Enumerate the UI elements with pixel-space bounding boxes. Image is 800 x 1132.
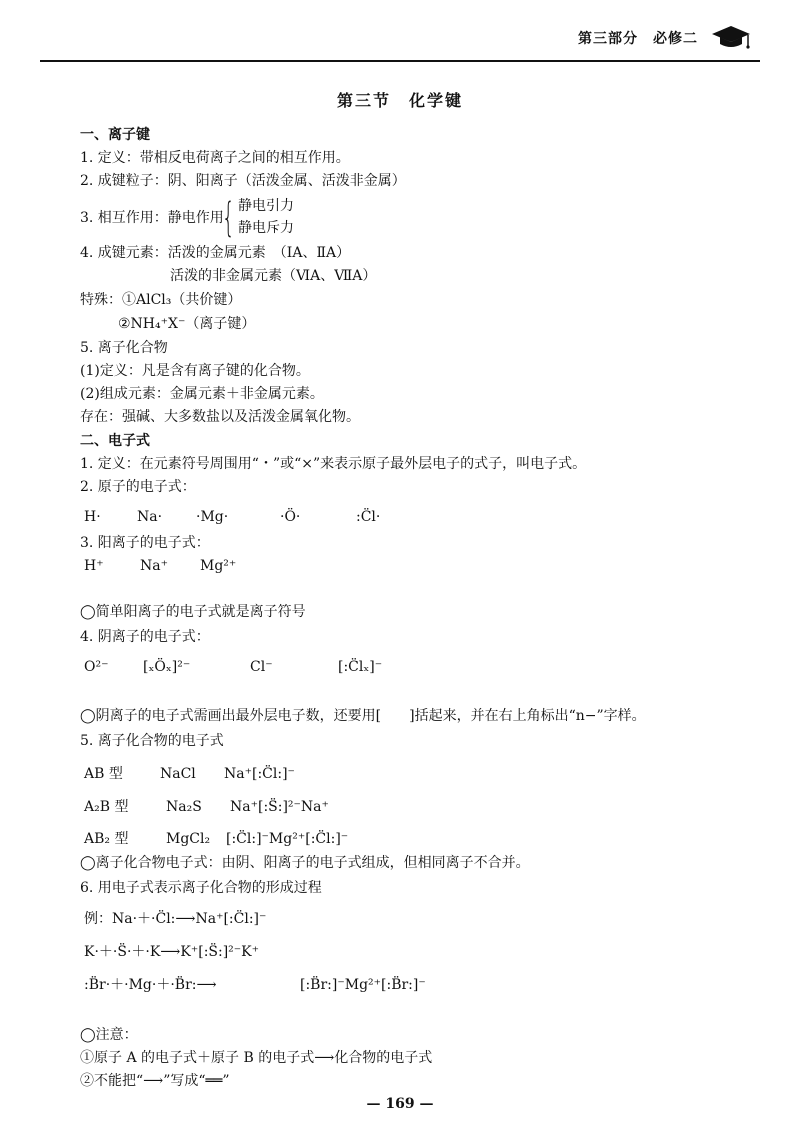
type-ab-formula: NaCl: [160, 766, 196, 782]
section-title: 第三节 化学键: [336, 91, 463, 110]
formation-heading: 6. 用电子式表示离子化合物的形成过程: [80, 880, 322, 896]
ionic-compound-definition: (1)定义：凡是含有离子键的化合物。: [80, 363, 310, 379]
atom-formula-o: ·Ö·: [280, 509, 301, 525]
anion-cl: Cl⁻: [250, 659, 273, 675]
heading-electron-formula: 二、电子式: [80, 433, 150, 449]
cation-formula-heading: 3. 阳离子的电子式：: [80, 535, 210, 551]
caution-heading: ◯注意：: [80, 1027, 138, 1043]
ionic-compound-existence: 存在：强碱、大多数盐以及活泼金属氧化物。: [80, 409, 360, 425]
anion-formula-heading: 4. 阴离子的电子式：: [80, 629, 210, 645]
repulsion-item: 静电斥力: [238, 220, 294, 236]
anion-o: O²⁻: [84, 659, 109, 675]
type-ab2-electron: [:C̈l:]⁻Mg²⁺[:C̈l:]⁻: [226, 831, 349, 847]
definition-line: 1. 定义：带相反电荷离子之间的相互作用。: [80, 150, 350, 166]
brace-items: [238, 195, 294, 239]
atom-formula-h: H·: [84, 509, 101, 525]
formation-nacl: 例：Na·＋·C̈l:⟶Na⁺[:C̈l:]⁻: [84, 911, 267, 927]
type-a2b-electron: Na⁺[:S̈:]²⁻Na⁺: [230, 799, 329, 815]
anion-note: ◯阴离子的电子式需画出最外层电子数，还要用[ ]括起来，并在右上角标出“n−”字样。: [80, 708, 646, 724]
page-header: [40, 18, 760, 58]
bonding-elements-line: 4. 成键元素：活泼的金属元素 （ⅠA、ⅡA）: [80, 245, 351, 261]
heading-ionic-bond: 一、离子键: [80, 127, 150, 143]
cation-na: Na⁺: [140, 558, 168, 574]
bonding-particles-line: 2. 成键粒子：阴、阳离子（活泼金属、活泼非金属）: [80, 173, 406, 189]
type-a2b-formula: Na₂S: [166, 799, 202, 815]
atom-formula-heading: 2. 原子的电子式：: [80, 479, 196, 495]
page-number: — 169 —: [366, 1096, 434, 1112]
type-ab-electron: Na⁺[:C̈l:]⁻: [224, 766, 295, 782]
interaction-label: 3. 相互作用：静电作用: [80, 210, 224, 226]
type-ab2: AB₂ 型: [84, 831, 129, 847]
graduation-cap-icon: [710, 24, 752, 50]
special-case-2: ②NH₄⁺X⁻（离子键）: [118, 316, 256, 332]
type-a2b: A₂B 型: [84, 799, 129, 815]
brace-icon: {: [222, 195, 235, 241]
nonmetal-elements-line: 活泼的非金属元素（ⅥA、ⅦA）: [170, 268, 377, 284]
attraction-item: 静电引力: [238, 198, 294, 214]
cation-h: H⁺: [84, 558, 104, 574]
cation-note: ◯简单阳离子的电子式就是离子符号: [80, 604, 306, 620]
ionic-compound-heading: 5. 离子化合物: [80, 340, 168, 356]
caution-item-2: ②不能把“⟶”写成“══”: [80, 1073, 230, 1089]
anion-o-electron: [ₓÖₓ]²⁻: [143, 659, 191, 675]
atom-formula-na: Na·: [137, 509, 163, 525]
caution-item-1: ①原子 A 的电子式＋原子 B 的电子式⟶化合物的电子式: [80, 1050, 433, 1066]
special-case-1: 特殊：①AlCl₃（共价键）: [80, 292, 242, 308]
formation-k2s: K·＋·S̈·＋·K⟶K⁺[:S̈:]²⁻K⁺: [84, 944, 260, 960]
compound-formula-heading: 5. 离子化合物的电子式: [80, 733, 224, 749]
atom-formula-mg: ·Mg·: [196, 509, 229, 525]
compound-note: ◯离子化合物电子式：由阴、阳离子的电子式组成，但相同离子不合并。: [80, 855, 530, 871]
electron-formula-definition: 1. 定义：在元素符号周围用“・”或“×”来表示原子最外层电子的式子，叫电子式。: [80, 456, 587, 472]
atom-formula-cl: :C̈l·: [356, 509, 381, 525]
formation-mgbr2-right: [:B̈r:]⁻Mg²⁺[:B̈r:]⁻: [300, 977, 426, 993]
anion-cl-electron: [:C̈lₓ]⁻: [338, 659, 383, 675]
formation-mgbr2-left: :B̈r·＋·Mg·＋·B̈r:⟶: [84, 977, 217, 993]
header-text: 第三部分 必修二: [578, 31, 698, 47]
header-rule: [40, 60, 760, 62]
type-ab2-formula: MgCl₂: [166, 831, 211, 847]
ionic-compound-elements: (2)组成元素：金属元素＋非金属元素。: [80, 386, 324, 402]
type-ab: AB 型: [84, 766, 123, 782]
cation-mg: Mg²⁺: [200, 558, 237, 574]
